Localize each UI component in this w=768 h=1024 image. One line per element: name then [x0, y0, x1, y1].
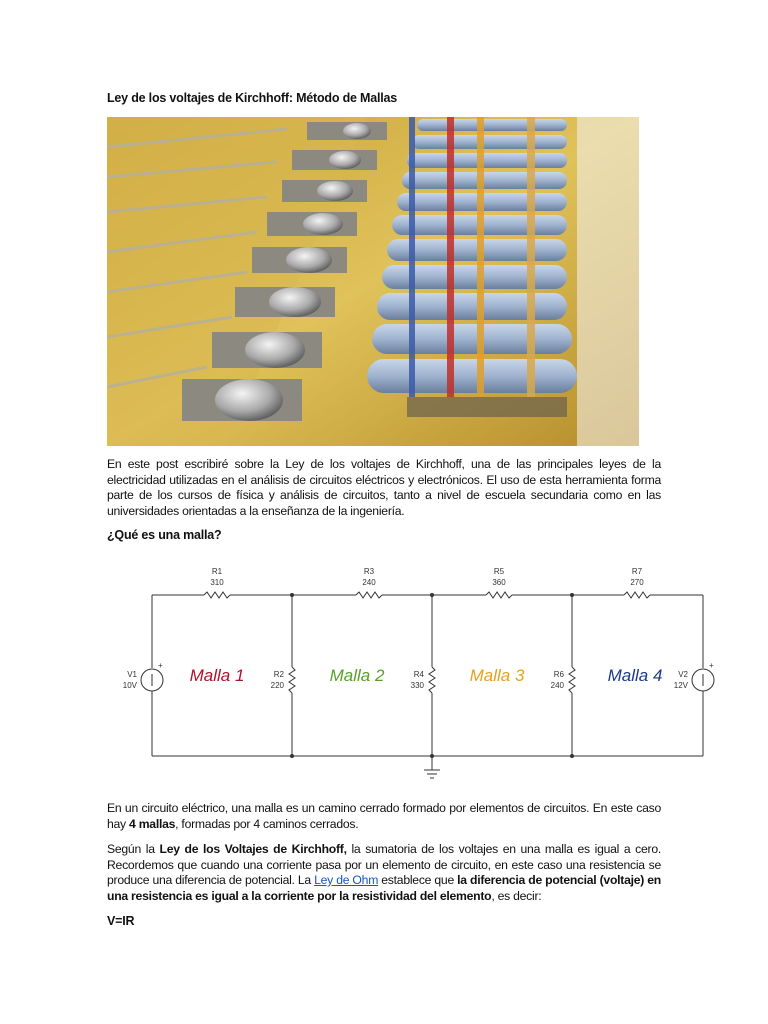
- p2-bold: 4 mallas: [129, 816, 176, 831]
- p3-bold-law: Ley de los Voltajes de Kirchhoff,: [159, 842, 347, 856]
- resistor-board-photo: [107, 117, 639, 446]
- kirchhoff-paragraph: [107, 842, 661, 904]
- mesh-label-2: Malla 2: [329, 666, 385, 685]
- r4-value: 330: [410, 681, 424, 690]
- r6-name: R6: [553, 670, 564, 679]
- mesh-label-1: Malla 1: [189, 666, 245, 685]
- section-heading: ¿Qué es una malla?: [107, 528, 222, 542]
- r2-name: R2: [273, 670, 284, 679]
- p3-text-d: establece que: [378, 873, 458, 887]
- p3-text-a: Según la: [107, 842, 160, 856]
- page-title: Ley de los voltajes de Kirchhoff: Método de Mallas: [107, 91, 398, 105]
- v2-name: V2: [678, 670, 688, 679]
- mesh-label-3: Malla 3: [469, 666, 525, 685]
- p3-text-f: , es decir:: [491, 888, 542, 903]
- r3-value: 240: [362, 578, 376, 587]
- ohm-law-link[interactable]: Ley de Ohm: [314, 873, 379, 887]
- p3-bold-statement: la diferencia de potencial (voltaje) en una resistencia es igual a la corriente por la resistividad del elemento: [107, 873, 661, 903]
- r2-value: 220: [270, 681, 284, 690]
- p2-text-c: , formadas por 4 caminos cerrados.: [175, 816, 359, 831]
- mesh-circuit-diagram: [108, 555, 728, 790]
- r7-value: 270: [630, 578, 644, 587]
- r1-name: R1: [211, 567, 223, 576]
- intro-paragraph: En este post escribiré sobre la Ley de los voltajes de Kirchhoff, una de las principales leyes de la electricidad utilizadas en el análisis de circuitos eléctricos y electrónicos. El uso de esta herramienta forma parte de los cursos de física y análisis de circuitos, tanto a nivel de escuela secundaria como en las universidades orientadas a la enseñanza de la ingeniería.: [107, 457, 661, 518]
- r5-value: 360: [492, 578, 506, 587]
- p2-text-a: En un circuito eléctrico, una malla es un camino cerrado formado por elementos de circuitos. En este caso hay: [107, 801, 661, 831]
- r5-name: R5: [493, 567, 505, 576]
- v2-plus: +: [709, 661, 714, 670]
- v1-value: 10V: [122, 681, 137, 690]
- r1-value: 310: [210, 578, 224, 587]
- r6-value: 240: [550, 681, 564, 690]
- p3-text-c: la sumatoria de los voltajes en una malla es igual a cero. Recordemos que cuando una corriente pasa por un elemento de circuito, en este caso una resistencia se produce una diferencia de potencial. La: [107, 842, 661, 887]
- formula: V=IR: [107, 914, 135, 928]
- r3-name: R3: [363, 567, 375, 576]
- v1-plus: +: [158, 661, 163, 670]
- mesh-definition-paragraph: [107, 801, 661, 832]
- r7-name: R7: [631, 567, 643, 576]
- v2-value: 12V: [673, 681, 688, 690]
- v1-name: V1: [127, 670, 137, 679]
- mesh-label-4: Malla 4: [607, 666, 663, 685]
- r4-name: R4: [413, 670, 424, 679]
